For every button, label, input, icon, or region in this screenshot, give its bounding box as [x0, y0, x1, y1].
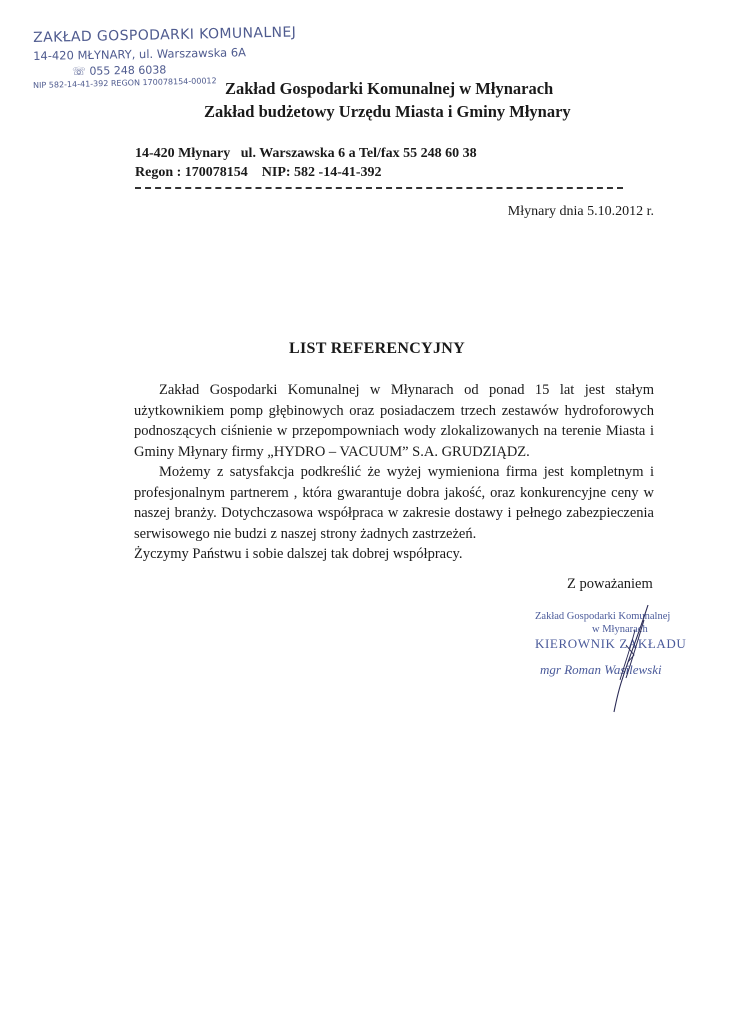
paragraph-3: Życzymy Państwu i sobie dalszej tak dobrej współpracy.	[134, 546, 463, 562]
letter-body	[134, 380, 654, 565]
letterhead-company: Zakład Gospodarki Komunalnej w Młynarach	[225, 79, 554, 98]
letterhead-divider	[135, 187, 623, 189]
stamp-nip-regon: NIP 582-14-41-392 REGON 170078154-00012	[33, 76, 217, 90]
handwritten-signature	[560, 600, 680, 715]
phone-icon: ☏	[72, 64, 90, 78]
stamp-phone	[72, 63, 166, 78]
signature-stamp-location: w Młynarach	[592, 624, 648, 635]
document-title: LIST REFERENCYJNY	[289, 340, 465, 357]
signature-stamp-company: Zakład Gospodarki Komunalnej	[535, 611, 671, 622]
signature-stamp-name: mgr Roman Wasilewski	[540, 662, 662, 677]
letter-date: Młynary dnia 5.10.2012 r.	[507, 204, 654, 219]
stamp-phone-number: 055 248 6038	[89, 63, 167, 78]
stamp-address: 14-420 MŁYNARY, ul. Warszawska 6A	[33, 45, 247, 63]
signature-stamp-role: KIEROWNIK ZAKŁADU	[535, 636, 687, 651]
stamp-company-name: ZAKŁAD GOSPODARKI KOMUNALNEJ	[33, 24, 297, 46]
letterhead-subtitle: Zakład budżetowy Urzędu Miasta i Gminy Młynary	[204, 102, 571, 121]
paragraph-1: Zakład Gospodarki Komunalnej w Młynarach od ponad 15 lat jest stałym użytkownikiem pomp głębinowych oraz posiadaczem trzech zestawów hydroforowych podnoszących ciśnienie w przepompowniach wody zlokalizowanych na terenie Miasta i Gminy Młynary firmy „HYDRO – VACUUM” S.A. GRUDZIĄDZ.	[134, 382, 654, 460]
closing: Z poważaniem	[567, 576, 653, 592]
letterhead-ids: Regon : 170078154 NIP: 582 -14-41-392	[135, 165, 382, 180]
paragraph-2: Możemy z satysfakcja podkreślić że wyżej wymieniona firma jest kompletnym i profesjonalnym partnerem , która gwarantuje dobra jakość, oraz konkurencyjne ceny w naszej branży. Dotychczasowa współpraca w zakresie dostawy i pełnego zabezpieczenia serwisowego nie budzi z naszej strony żadnych zastrzeżeń.	[134, 464, 654, 542]
letterhead-address: 14-420 Młynary ul. Warszawska 6 a Tel/fax 55 248 60 38	[135, 146, 477, 161]
